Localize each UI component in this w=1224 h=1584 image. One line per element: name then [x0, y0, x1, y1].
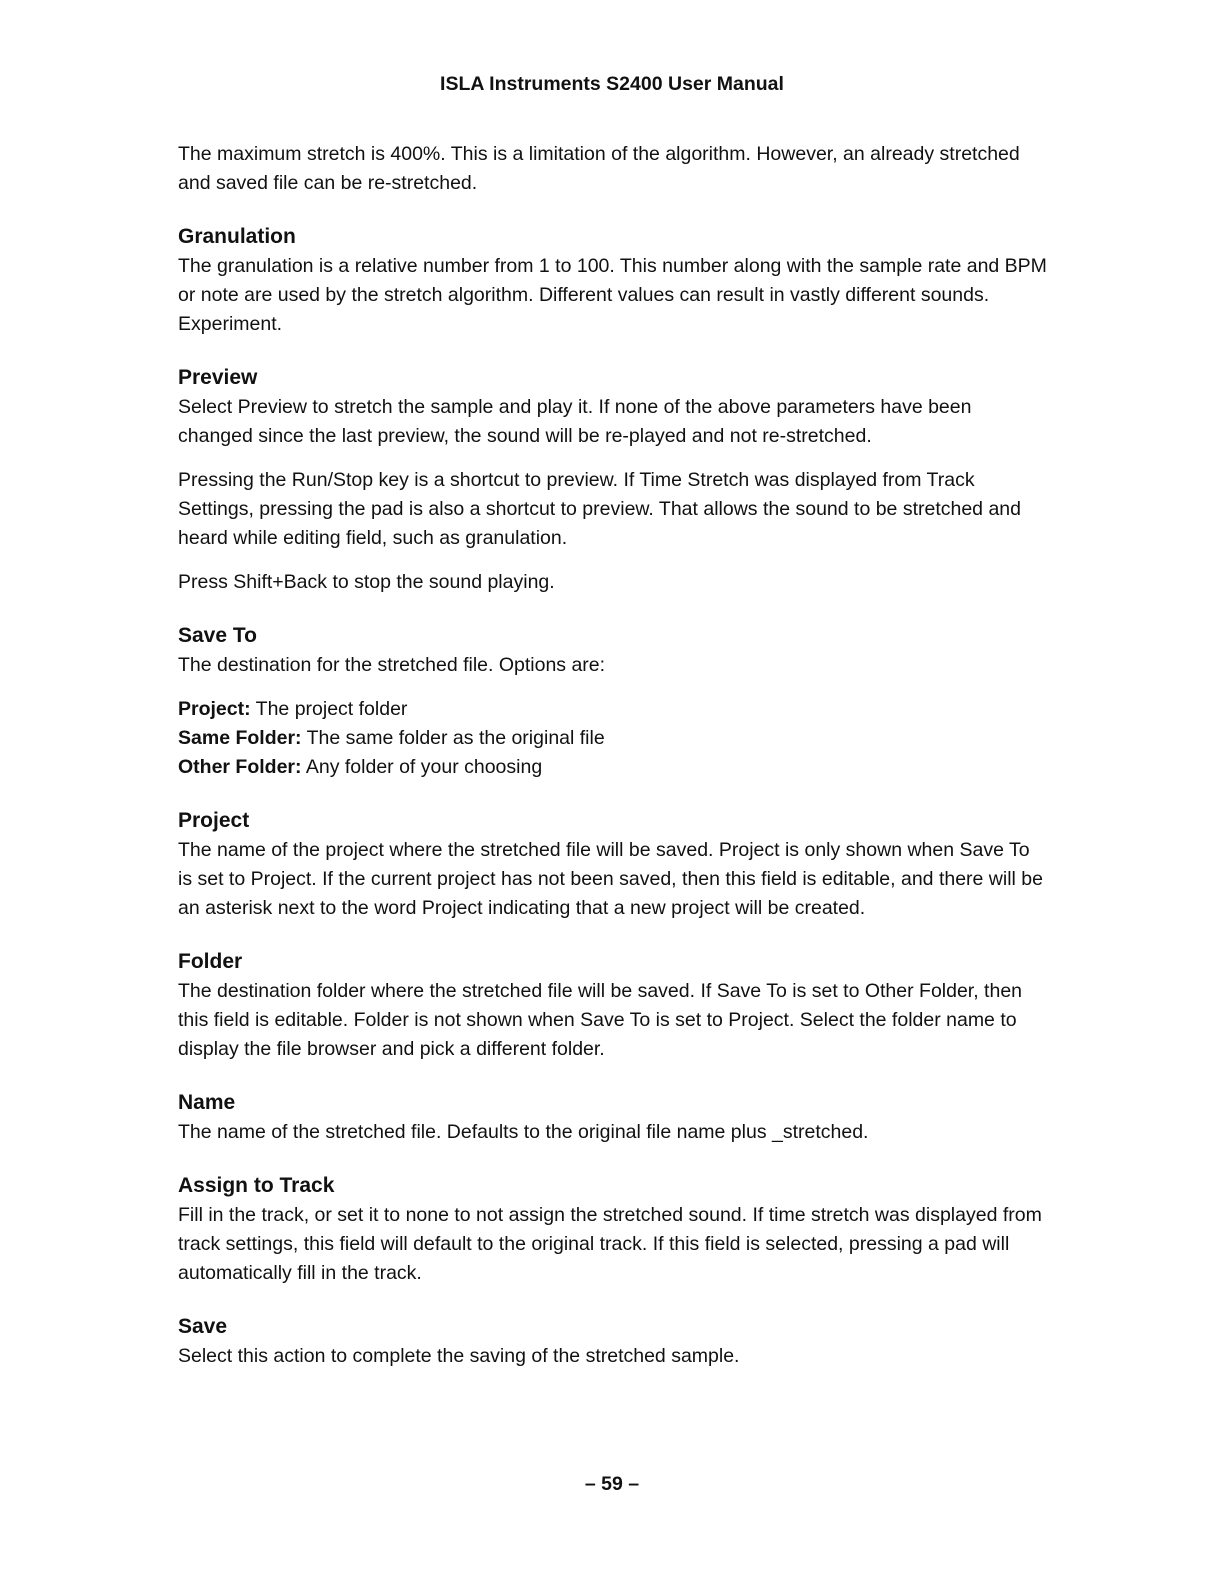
section-granulation: [178, 222, 1048, 339]
section-title-assign-to-track: Assign to Track: [178, 1174, 335, 1197]
section-title-save-to: Save To: [178, 624, 257, 647]
option-term: Other Folder:: [178, 756, 302, 778]
option-term: Project:: [178, 698, 251, 720]
save-to-options: [178, 695, 1048, 782]
save-paragraph: Select this action to complete the saving of the stretched sample.: [178, 1345, 740, 1367]
section-save: [178, 1312, 1048, 1371]
section-folder: [178, 947, 1048, 1064]
option-other-folder: [178, 753, 1048, 782]
assign-to-track-paragraph: Fill in the track, or set it to none to not assign the stretched sound. If time stretch was displayed from track settings, this field will default to the original track. If this field is selected, pressing a pad will automatically fill in the track.: [178, 1204, 1042, 1284]
option-desc: The same folder as the original file: [301, 727, 605, 749]
section-title-name: Name: [178, 1091, 236, 1114]
name-paragraph: The name of the stretched file. Defaults to the original file name plus _stretched.: [178, 1121, 869, 1143]
page-number: – 59 –: [584, 1473, 640, 1495]
option-desc: The project folder: [250, 698, 408, 720]
section-title-granulation: Granulation: [178, 225, 296, 248]
section-title-folder: Folder: [178, 950, 243, 973]
preview-paragraph-1: Select Preview to stretch the sample and play it. If none of the above parameters have been changed since the last preview, the sound will be re-played and not re-stretched.: [178, 396, 972, 447]
project-paragraph: The name of the project where the stretched file will be saved. Project is only shown when Save To is set to Project. If the current project has not been saved, then this field is editable, and there will be an asterisk next to the word Project indicating that a new project will be created.: [178, 839, 1043, 919]
section-assign-to-track: [178, 1171, 1048, 1288]
save-to-paragraph: The destination for the stretched file. Options are:: [178, 654, 606, 676]
intro-paragraph: The maximum stretch is 400%. This is a limitation of the algorithm. However, an already stretched and saved file can be re-stretched.: [178, 143, 1020, 194]
granulation-paragraph: The granulation is a relative number from 1 to 100. This number along with the sample rate and BPM or note are used by the stretch algorithm. Different values can result in vastly different sounds. Experiment.: [178, 255, 1047, 335]
option-desc: Any folder of your choosing: [301, 756, 543, 778]
section-preview: [178, 363, 1048, 597]
preview-paragraph-3: Press Shift+Back to stop the sound playing.: [178, 571, 555, 593]
option-project: [178, 695, 1048, 724]
section-title-project: Project: [178, 809, 250, 832]
section-project: [178, 806, 1048, 923]
option-term: Same Folder:: [178, 727, 302, 749]
option-same-folder: [178, 724, 1048, 753]
section-name: [178, 1088, 1048, 1147]
section-title-preview: Preview: [178, 366, 258, 389]
section-save-to: [178, 621, 1048, 782]
section-title-save: Save: [178, 1315, 228, 1338]
page-header: ISLA Instruments S2400 User Manual: [440, 73, 784, 95]
preview-paragraph-2: Pressing the Run/Stop key is a shortcut to preview. If Time Stretch was displayed from Track Settings, pressing the pad is also a shortcut to preview. That allows the sound to be stretched and heard while editing field, such as granulation.: [178, 469, 1021, 549]
page-content: [178, 140, 1048, 1371]
folder-paragraph: The destination folder where the stretched file will be saved. If Save To is set to Other Folder, then this field is editable. Folder is not shown when Save To is set to Project. Select the folder name to display the file browser and pick a different folder.: [178, 980, 1023, 1060]
